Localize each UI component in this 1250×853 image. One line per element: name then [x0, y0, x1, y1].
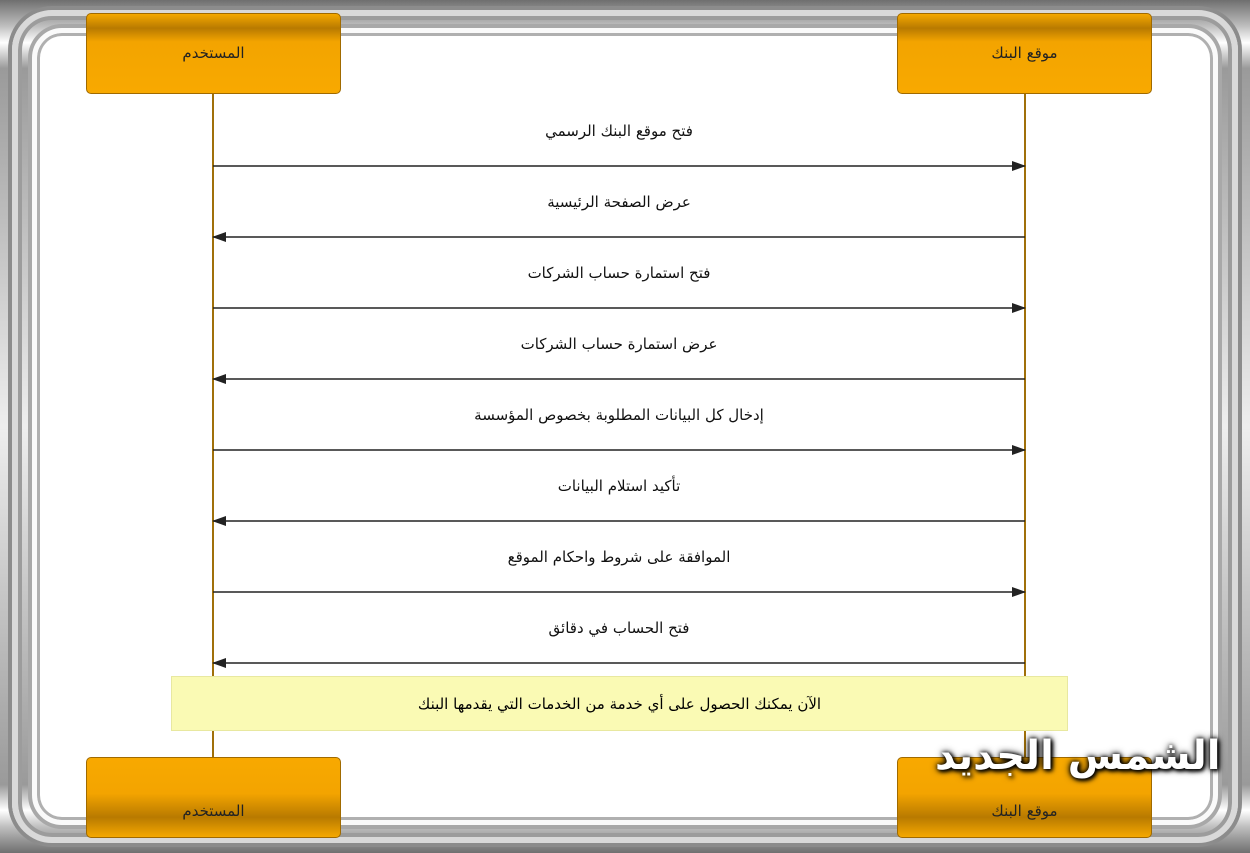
actor-user-bottom — [86, 757, 341, 838]
message — [213, 548, 1025, 568]
message-label: إدخال كل البيانات المطلوبة بخصوص المؤسسة — [474, 406, 764, 424]
actor-label: المستخدم — [182, 802, 245, 820]
actor-label: موقع البنك — [991, 802, 1058, 820]
actor-label: موقع البنك — [991, 44, 1058, 62]
watermark-logo: الشمس الجديد — [935, 733, 1221, 779]
message-label: فتح الحساب في دقائق — [548, 619, 690, 637]
message — [213, 619, 1025, 639]
note-text: الآن يمكنك الحصول على أي خدمة من الخدمات التي يقدمها البنك — [417, 694, 822, 713]
message — [213, 335, 1025, 355]
message-label: عرض الصفحة الرئيسية — [547, 193, 691, 211]
actor-bank-top — [897, 13, 1152, 94]
note-box — [171, 676, 1068, 731]
message — [213, 477, 1025, 497]
message — [213, 122, 1025, 142]
actor-label: المستخدم — [182, 44, 245, 62]
message — [213, 193, 1025, 213]
message — [213, 264, 1025, 284]
message-label: تأكيد استلام البيانات — [557, 477, 681, 495]
message — [213, 406, 1025, 426]
actor-user-top — [86, 13, 341, 94]
message-label: عرض استمارة حساب الشركات — [520, 335, 718, 353]
message-label: فتح استمارة حساب الشركات — [527, 264, 711, 282]
message-label: الموافقة على شروط واحكام الموقع — [507, 548, 731, 566]
message-label: فتح موقع البنك الرسمي — [545, 122, 693, 140]
